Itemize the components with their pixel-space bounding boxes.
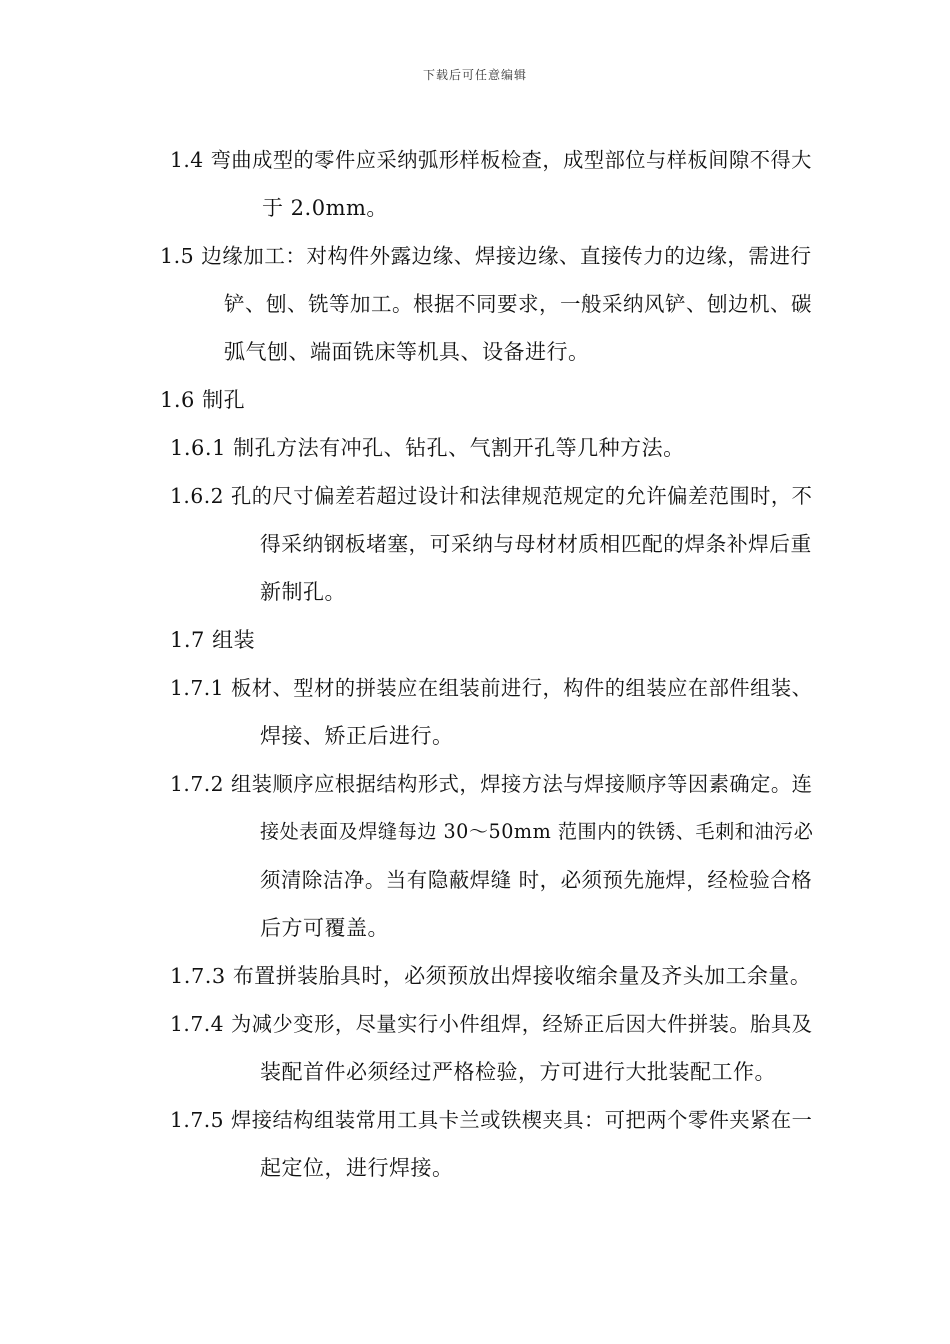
paragraph-1-7-4-continued: 装配首件必须经过严格检验，方可进行大批装配工作。 bbox=[260, 1060, 776, 1084]
paragraph-1-7-2-continued-3: 后方可覆盖。 bbox=[260, 916, 389, 940]
section-1-6-heading: 1.6 制孔 bbox=[160, 388, 246, 412]
paragraph-1-7-1: 1.7.1 板材、型材的拼装应在组装前进行，构件的组装应在部件组装、 bbox=[170, 676, 813, 700]
page-header: 下载后可任意编辑 bbox=[422, 68, 527, 82]
paragraph-1-4: 1.4 弯曲成型的零件应采纳弧形样板检查，成型部位与样板间隙不得大 bbox=[170, 148, 812, 172]
section-1-7-heading: 1.7 组装 bbox=[170, 628, 256, 652]
paragraph-1-4-continued: 于 2.0mm。 bbox=[262, 196, 388, 220]
paragraph-1-7-5: 1.7.5 焊接结构组装常用工具卡兰或铁楔夹具：可把两个零件夹紧在一 bbox=[170, 1108, 813, 1132]
paragraph-1-7-5-continued: 起定位，进行焊接。 bbox=[260, 1156, 454, 1180]
paragraph-1-7-2-continued-1: 接处表面及焊缝每边 30～50mm 范围内的铁锈、毛刺和油污必 bbox=[260, 820, 814, 843]
paragraph-1-7-3: 1.7.3 布置拼装胎具时，必须预放出焊接收缩余量及齐头加工余量。 bbox=[170, 964, 812, 988]
paragraph-1-5-continued-1: 铲、刨、铣等加工。根据不同要求，一般采纳风铲、刨边机、碳 bbox=[224, 292, 812, 316]
paragraph-1-7-1-continued: 焊接、矫正后进行。 bbox=[260, 724, 454, 748]
paragraph-1-7-4: 1.7.4 为减少变形，尽量实行小件组焊，经矫正后因大件拼装。胎具及 bbox=[170, 1012, 813, 1036]
paragraph-1-5: 1.5 边缘加工：对构件外露边缘、焊接边缘、直接传力的边缘，需进行 bbox=[160, 244, 812, 268]
paragraph-1-5-continued-2: 弧气刨、端面铣床等机具、设备进行。 bbox=[224, 340, 590, 364]
paragraph-1-6-2: 1.6.2 孔的尺寸偏差若超过设计和法律规范规定的允许偏差范围时，不 bbox=[170, 484, 813, 508]
paragraph-1-7-2-continued-2: 须清除洁净。当有隐蔽焊缝 时，必须预先施焊，经检验合格 bbox=[260, 868, 813, 892]
paragraph-1-6-2-continued-2: 新制孔。 bbox=[260, 580, 346, 604]
paragraph-1-6-2-continued-1: 得采纳钢板堵塞，可采纳与母材材质相匹配的焊条补焊后重 bbox=[260, 532, 812, 556]
paragraph-1-7-2: 1.7.2 组装顺序应根据结构形式，焊接方法与焊接顺序等因素确定。连 bbox=[170, 772, 813, 796]
paragraph-1-6-1: 1.6.1 制孔方法有冲孔、钻孔、气割开孔等几种方法。 bbox=[170, 436, 685, 460]
